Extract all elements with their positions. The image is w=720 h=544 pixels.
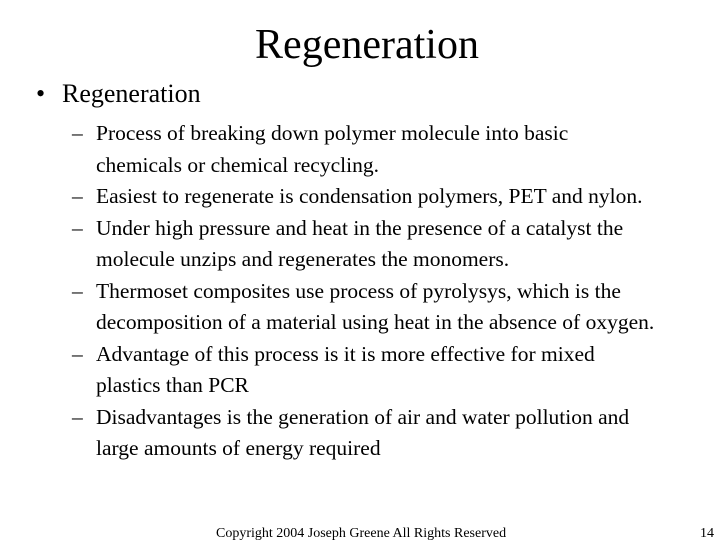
sub-bullet-item <box>72 181 720 213</box>
dash-marker: – <box>72 215 83 240</box>
dash-marker: – <box>72 278 83 303</box>
sub-bullet-line: large amounts of energy required <box>96 436 381 460</box>
bullet-marker: • <box>36 79 46 108</box>
sub-bullet-item <box>72 213 720 276</box>
sub-bullet-line: Easiest to regenerate is condensation polymers, PET and nylon. <box>96 184 643 208</box>
main-bullet <box>36 78 201 110</box>
sub-bullet-line: chemicals or chemical recycling. <box>96 152 379 177</box>
sub-bullet-line: Process of breaking down polymer molecule into basic <box>96 121 569 145</box>
dash-marker: – <box>72 184 83 208</box>
sub-bullet-list <box>72 118 720 465</box>
sub-bullet-item <box>72 118 720 181</box>
main-bullet-text: Regeneration <box>62 79 201 108</box>
sub-bullet-line: molecule unzips and regenerates the monomers. <box>96 247 510 271</box>
sub-bullet-line: plastics than PCR <box>96 373 249 397</box>
sub-bullet-item <box>72 402 720 465</box>
dash-marker: – <box>72 404 83 429</box>
sub-bullet-line: decomposition of a material using heat in the absence of oxygen. <box>96 310 655 334</box>
sub-bullet-line: Under high pressure and heat in the presence of a catalyst the <box>96 215 624 240</box>
sub-bullet-line: Thermoset composites use process of pyrolysys, which is the <box>96 278 621 303</box>
dash-marker: – <box>72 341 83 366</box>
dash-marker: – <box>72 121 83 145</box>
page-number: 14 <box>700 526 714 541</box>
sub-bullet-item <box>72 276 720 339</box>
copyright-text: Copyright 2004 Joseph Greene All Rights Reserved <box>216 526 507 541</box>
slide-title: Regeneration <box>255 22 479 68</box>
sub-bullet-line: Disadvantages is the generation of air and water pollution and <box>96 404 630 429</box>
sub-bullet-item <box>72 339 720 402</box>
sub-bullet-line: Advantage of this process is it is more effective for mixed <box>96 341 595 366</box>
